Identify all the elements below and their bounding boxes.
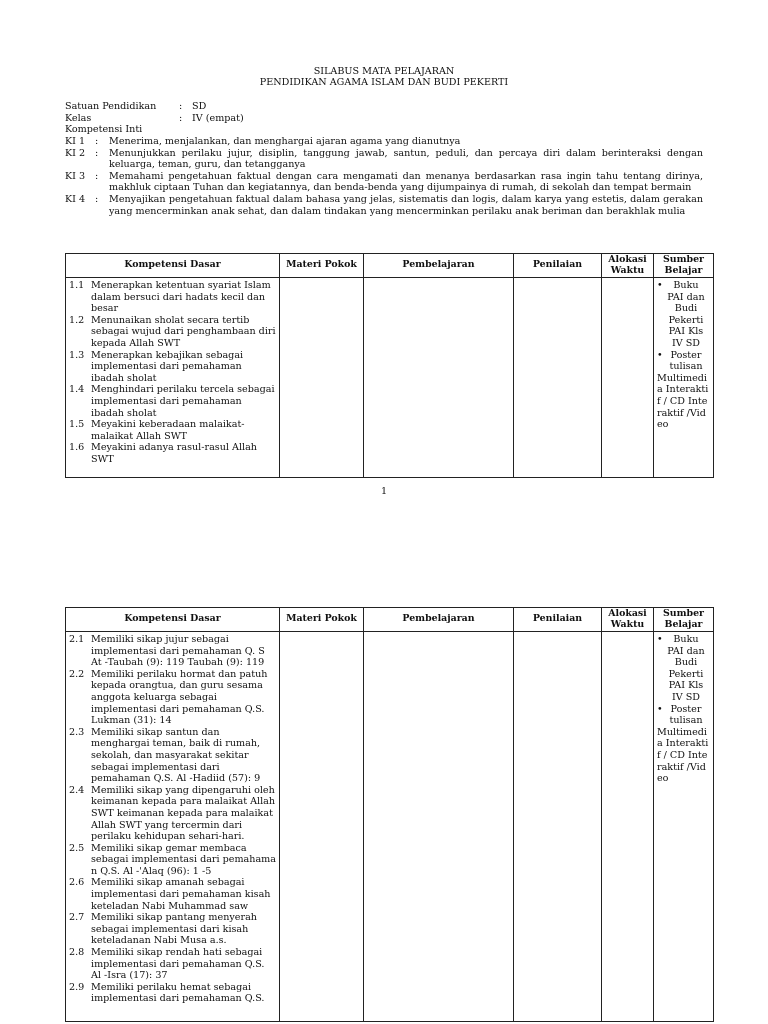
kd-number: 1.6 xyxy=(69,442,85,454)
kd-text: Meyakini adanya rasul-rasul Allah SWT xyxy=(91,442,257,465)
col-header-kd: Kompetensi Dasar xyxy=(66,254,280,278)
ki-item xyxy=(65,171,703,194)
col-header-pembelajaran: Pembelajaran xyxy=(364,254,514,278)
kd-item xyxy=(69,669,276,727)
kd-item xyxy=(69,280,276,315)
colon: : xyxy=(95,193,99,205)
syllabus-table-1 xyxy=(65,253,714,478)
kd-text: Memiliki sikap yang dipengaruhi oleh keimanan kepada para malaikat Allah SWT keimanan kepada para malaikat Allah SWT yang tercermin dari perilaku kehidupan sehari-hari. xyxy=(91,784,276,843)
ki-text: Menyajikan pengetahuan faktual dalam bahasa yang jelas, sistematis dan logis, dalam karya yang estetis, dalam gerakan yang mencerminkan anak sehat, dan dalam tindakan yang mencerminkan perilaku anak beriman dan berakhlak mulia xyxy=(109,193,703,217)
kelas-label: Kelas xyxy=(65,112,92,124)
ki-number: KI 3 xyxy=(65,170,86,182)
identity-block xyxy=(65,101,705,136)
kd-number: 2.9 xyxy=(69,981,85,993)
sumber-item xyxy=(657,350,711,373)
kd-item xyxy=(69,912,276,947)
col-header-kd: Kompetensi Dasar xyxy=(66,608,280,632)
penilaian-cell xyxy=(514,632,602,1022)
page-number: 1 xyxy=(380,486,388,497)
bullet: • xyxy=(657,280,663,291)
bullet: • xyxy=(657,349,663,361)
kelas-value: IV (empat) xyxy=(192,112,244,124)
kd-text: Meyakini keberadaan malaikat-malaikat Allah SWT xyxy=(91,419,245,442)
kd-text: Menerapkan kebajikan sebagai implementasi dari pemahaman ibadah sholat xyxy=(91,349,244,384)
col-header-penilaian: Penilaian xyxy=(514,254,602,278)
kd-item xyxy=(69,419,276,442)
kd-text: Memiliki sikap santun dan menghargai teman, baik di rumah, sekolah, dan masyarakat sekitar sebagai implementasi dari pemahaman Q.S. Al -Hadiid (57): 9 xyxy=(91,726,261,785)
col-header-materi: Materi Pokok xyxy=(280,608,364,632)
ki-item xyxy=(65,148,703,171)
col-header-materi: Materi Pokok xyxy=(280,254,364,278)
satuan-label: Satuan Pendidikan xyxy=(65,101,157,112)
kd-item xyxy=(69,947,276,982)
sumber-text: Poster tulisan xyxy=(669,703,703,727)
kd-text: Memiliki perilaku hormat dan patuh kepada orangtua, dan guru sesama anggota keluarga sebagai implementasi dari pemahaman Q.S. Lukman (31): 14 xyxy=(91,668,268,727)
sumber-cell xyxy=(654,278,714,478)
kd-cell xyxy=(66,632,280,1022)
ki-text: Menunjukkan perilaku jujur, disiplin, tanggung jawab, santun, peduli, dan percaya diri dalam berinteraksi dengan keluarga, teman, guru, dan tetangganya xyxy=(109,147,703,171)
kd-item xyxy=(69,727,276,785)
alokasi-cell xyxy=(602,278,654,478)
kd-text: Menerapkan ketentuan syariat Islam dalam bersuci dari hadats kecil dan besar xyxy=(91,280,271,315)
col-header-sumber: Sumber Belajar xyxy=(654,608,714,632)
satuan-row xyxy=(65,101,705,113)
kd-number: 2.7 xyxy=(69,912,85,924)
sumber-item xyxy=(657,280,711,350)
kd-text: Memiliki perilaku hemat sebagai implementasi dari pemahaman Q.S. xyxy=(91,981,265,1005)
kd-number: 2.1 xyxy=(69,634,85,645)
ki-text: Menerima, menjalankan, dan menghargai ajaran agama yang dianutnya xyxy=(109,136,461,147)
table-header-row xyxy=(66,608,714,632)
pembelajaran-cell xyxy=(364,632,514,1022)
kd-number: 1.4 xyxy=(69,384,85,396)
col-header-sumber: Sumber Belajar xyxy=(654,254,714,278)
kd-text: Menghindari perilaku tercela sebagai implementasi dari pemahaman ibadah sholat xyxy=(91,384,275,419)
kelas-row xyxy=(65,113,705,125)
table-header-row xyxy=(66,254,714,278)
kd-number: 1.3 xyxy=(69,349,85,361)
sumber-text: Poster tulisan xyxy=(669,349,703,373)
kd-item xyxy=(69,785,276,843)
col-header-alokasi: Alokasi Waktu xyxy=(602,608,654,632)
kd-item xyxy=(69,877,276,912)
syllabus-table-2 xyxy=(65,607,714,1022)
sumber-text: Buku PAI dan Budi Pekerti PAI Kls IV SD xyxy=(667,634,705,703)
bullet: • xyxy=(657,703,663,715)
kd-item xyxy=(69,350,276,385)
colon: : xyxy=(95,147,99,159)
materi-cell xyxy=(280,632,364,1022)
kd-text: Memiliki sikap gemar membaca sebagai implementasi dari pemahama n Q.S. Al -'Alaq (96): 1 -5 xyxy=(91,842,276,877)
sumber-text: Multimedia Interaktif / CD Interaktif /Video xyxy=(657,372,709,431)
ki-number: KI 2 xyxy=(65,147,86,159)
kd-number: 1.2 xyxy=(69,314,85,326)
col-header-pembelajaran: Pembelajaran xyxy=(364,608,514,632)
kd-item xyxy=(69,384,276,419)
kd-number: 2.8 xyxy=(69,947,85,959)
materi-cell xyxy=(280,278,364,478)
sumber-item xyxy=(657,634,711,704)
col-header-alokasi: Alokasi Waktu xyxy=(602,254,654,278)
kd-number: 1.1 xyxy=(69,280,85,291)
colon: : xyxy=(179,101,183,112)
ki-number: KI 4 xyxy=(65,193,86,205)
kd-item xyxy=(69,634,276,669)
kd-text: Memiliki sikap rendah hati sebagai implementasi dari pemahaman Q.S. Al -Isra (17): 37 xyxy=(91,947,265,982)
table-row xyxy=(66,278,714,478)
kd-text: Memiliki sikap amanah sebagai implementasi dari pemahaman kisah keteladan Nabi Muhammad saw xyxy=(91,877,271,912)
colon: : xyxy=(179,112,183,124)
col-header-penilaian: Penilaian xyxy=(514,608,602,632)
satuan-value: SD xyxy=(192,101,207,112)
kd-item xyxy=(69,982,276,1005)
ki-heading: Kompetensi Inti xyxy=(65,124,143,136)
sumber-cell xyxy=(654,632,714,1022)
kd-item xyxy=(69,442,276,465)
kd-number: 2.4 xyxy=(69,784,85,796)
alokasi-cell xyxy=(602,632,654,1022)
kd-number: 2.5 xyxy=(69,842,85,854)
kd-number: 2.6 xyxy=(69,877,85,889)
kd-cell xyxy=(66,278,280,478)
ki-item xyxy=(65,136,703,148)
ki-text: Memahami pengetahuan faktual dengan cara mengamati dan menanya berdasarkan rasa ingin tahu tentang dirinya, makhluk ciptaan Tuhan dan kegiatannya, dan benda-benda yang dijumpainya di rumah, di sekolah dan tempat bermain xyxy=(109,170,703,194)
ki-item xyxy=(65,194,703,217)
colon: : xyxy=(95,136,99,147)
kd-text: Memiliki sikap pantang menyerah sebagai implementasi dari kisah keteladanan Nabi Musa a.s. xyxy=(91,912,257,947)
sumber-item xyxy=(657,704,711,727)
pembelajaran-cell xyxy=(364,278,514,478)
sumber-text: Buku PAI dan Budi Pekerti PAI Kls IV SD xyxy=(667,280,705,349)
document-subtitle: PENDIDIKAN AGAMA ISLAM DAN BUDI PEKERTI xyxy=(259,77,509,88)
sumber-text: Multimedia Interaktif / CD Interaktif /Video xyxy=(657,726,709,785)
bullet: • xyxy=(657,634,663,645)
kd-item xyxy=(69,315,276,350)
kd-item xyxy=(69,843,276,878)
kd-number: 2.2 xyxy=(69,668,85,680)
colon: : xyxy=(95,170,99,182)
penilaian-cell xyxy=(514,278,602,478)
kd-number: 2.3 xyxy=(69,726,85,738)
ki-list xyxy=(65,136,703,217)
ki-number: KI 1 xyxy=(65,136,86,147)
kd-text: Memiliki sikap jujur sebagai implementasi dari pemahaman Q. S At -Taubah (9): 119 Taubah (9): 119 xyxy=(91,634,265,669)
table-row xyxy=(66,632,714,1022)
document-title: SILABUS MATA PELAJARAN xyxy=(313,66,455,77)
kd-text: Menunaikan sholat secara tertib sebagai wujud dari penghambaan diri kepada Allah SWT xyxy=(91,314,276,349)
kd-number: 1.5 xyxy=(69,419,85,431)
